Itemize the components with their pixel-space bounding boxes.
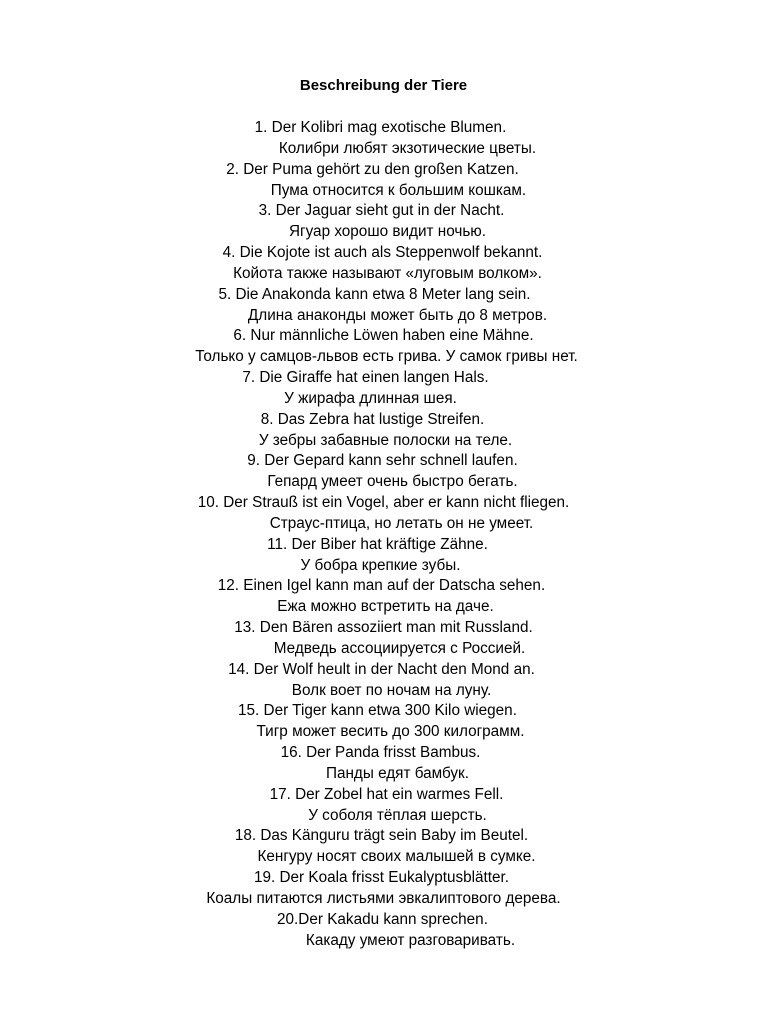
text-line-de-16: 16. Der Panda frisst Bambus.	[280, 744, 481, 761]
text-line-ru-19: Коалы питаются листьями эвкалиптового дерева.	[206, 890, 561, 907]
text-line-de-1: 1. Der Kolibri mag exotische Blumen.	[254, 119, 507, 136]
text-line-ru-20: Какаду умеют разговаривать.	[305, 932, 516, 949]
text-line-de-6: 6. Nur männliche Löwen haben eine Mähne.	[233, 327, 534, 344]
text-line-de-14: 14. Der Wolf heult in der Nacht den Mond an.	[228, 661, 535, 678]
text-line-ru-17: У соболя тёплая шерсть.	[308, 807, 487, 824]
text-line-ru-1: Колибри любят экзотические цветы.	[278, 140, 537, 157]
text-line-de-15: 15. Der Tiger kann etwa 300 Kilo wiegen.	[238, 702, 517, 719]
text-line-de-13: 13. Den Bären assoziiert man mit Russland.	[234, 619, 533, 636]
text-line-ru-18: Кенгуру носят своих малышей в сумке.	[257, 848, 536, 865]
text-line-ru-12: Ежа можно встретить на даче.	[277, 598, 494, 615]
text-line-ru-14: Волк воет по ночам на луну.	[291, 682, 492, 699]
text-line-ru-4: Койота также называют «луговым волком».	[233, 265, 542, 282]
text-line-de-18: 18. Das Känguru trägt sein Baby im Beutel.	[234, 827, 529, 844]
text-line-de-5: 5. Die Anakonda kann etwa 8 Meter lang sein.	[218, 286, 531, 303]
text-line-ru-15: Тигр может весить до 300 килограмм.	[256, 723, 525, 740]
text-line-ru-6: Только у самцов-львов есть грива. У самок гривы нет.	[195, 348, 578, 365]
text-line-de-7: 7. Die Giraffe hat einen langen Hals.	[242, 369, 489, 386]
text-line-de-3: 3. Der Jaguar sieht gut in der Nacht.	[258, 202, 505, 219]
text-line-ru-2: Пума относится к большим кошкам.	[270, 182, 527, 199]
text-line-ru-3: Ягуар хорошо видит ночью.	[288, 223, 487, 240]
text-line-ru-5: Длина анаконды может быть до 8 метров.	[247, 307, 548, 324]
text-line-ru-11: У бобра крепкие зубы.	[300, 557, 461, 574]
text-line-de-11: 11. Der Biber hat kräftige Zähne.	[267, 536, 488, 553]
text-line-de-9: 9. Der Gepard kann sehr schnell laufen.	[247, 452, 518, 469]
text-line-de-12: 12. Einen Igel kann man auf der Datscha sehen.	[217, 577, 546, 594]
text-line-ru-8: У зебры забавные полоски на теле.	[258, 432, 513, 449]
text-line-ru-16: Панды едят бамбук.	[325, 765, 470, 782]
text-line-de-2: 2. Der Puma gehört zu den großen Katzen.	[226, 161, 519, 178]
text-line-de-10: 10. Der Strauß ist ein Vogel, aber er kann nicht fliegen.	[197, 494, 570, 511]
text-line-ru-9: Гепард умеет очень быстро бегать.	[267, 473, 518, 490]
text-line-de-19: 19. Der Koala frisst Eukalyptusblätter.	[253, 869, 510, 886]
text-line-ru-10: Страус-птица, но летать он не умеет.	[269, 515, 534, 532]
text-line-de-4: 4. Die Kojote ist auch als Steppenwolf bekannt.	[222, 244, 543, 261]
text-line-de-20: 20.Der Kakadu kann sprechen.	[277, 911, 488, 928]
text-line-de-17: 17. Der Zobel hat ein warmes Fell.	[269, 786, 504, 803]
document-title: Beschreibung der Tiere	[299, 77, 468, 94]
text-line-ru-13: Медведь ассоциируется с Россией.	[273, 640, 526, 657]
text-line-ru-7: У жирафа длинная шея.	[284, 390, 457, 407]
text-line-de-8: 8. Das Zebra hat lustige Streifen.	[260, 411, 485, 428]
